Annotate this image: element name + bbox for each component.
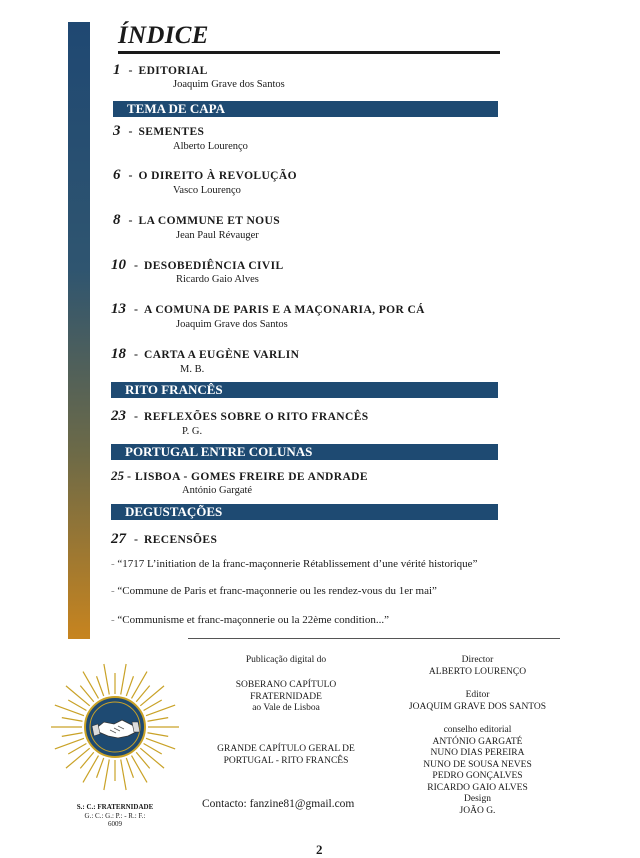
entry-page-number: 27 bbox=[111, 531, 126, 547]
section-band-tema-de-capa: TEMA DE CAPA bbox=[113, 101, 498, 117]
review-item: - “1717 L’initiation de la franc-maçonnerie Rétablissement d’une vérité historique” bbox=[111, 558, 478, 570]
seal-ray bbox=[147, 718, 168, 722]
seal-ray bbox=[147, 733, 168, 737]
toc-entry-desobediencia-civil[interactable]: 10 - DESOBEDIÊNCIA CIVIL bbox=[111, 257, 284, 273]
entry-page-number: 3 bbox=[113, 123, 121, 139]
masthead bbox=[395, 655, 560, 817]
entry-title: SEMENTES bbox=[138, 126, 205, 138]
seal-ray bbox=[140, 748, 164, 768]
editor-label: Editor bbox=[465, 690, 490, 700]
grand-chapter-line: GRANDE CAPÍTULO GERAL DE bbox=[217, 744, 355, 754]
sidebar-gradient-bar bbox=[68, 22, 90, 639]
entry-title: A COMUNA DE PARIS E A MAÇONARIA, POR CÁ bbox=[144, 304, 425, 316]
seal-caption bbox=[48, 803, 182, 829]
entry-title: REFLEXÕES SOBRE O RITO FRANCÊS bbox=[144, 411, 369, 423]
entry-author: Joaquim Grave dos Santos bbox=[176, 319, 288, 330]
grand-chapter-line: PORTUGAL - RITO FRANCÊS bbox=[223, 755, 349, 766]
entry-author: Joaquim Grave dos Santos bbox=[173, 79, 285, 90]
review-title: “Communisme et franc-maçonnerie ou la 22ème condition...” bbox=[117, 614, 389, 626]
seal-ray bbox=[68, 700, 86, 711]
director-label: Director bbox=[461, 655, 494, 665]
council-member: NUNO DE SOUSA NEVES bbox=[423, 759, 532, 770]
seal-ray bbox=[97, 758, 104, 778]
entry-page-number: 18 bbox=[111, 346, 126, 362]
toc-entry-lisboa-gomes-freire[interactable]: 25 - LISBOA - GOMES FREIRE DE ANDRADE bbox=[111, 468, 368, 483]
council-member: RICARDO GAIO ALVES bbox=[427, 782, 528, 793]
toc-entry-commune-et-nous[interactable]: 8 - LA COMMUNE ET NOUS bbox=[113, 212, 280, 228]
section-band-rito-frances: RITO FRANCÊS bbox=[111, 382, 498, 398]
entry-title: CARTA A EUGÈNE VARLIN bbox=[144, 349, 300, 361]
entry-author: M. B. bbox=[180, 364, 205, 375]
seal-emblem-icon bbox=[48, 660, 182, 794]
seal-line-2: G.: C.: G.: P.: - R.: F.: bbox=[84, 811, 146, 820]
review-item: - “Communisme et franc-maçonnerie ou la 22ème condition...” bbox=[111, 614, 389, 626]
entry-title: O DIREITO À REVOLUÇÃO bbox=[138, 170, 297, 182]
toc-entry-comuna-de-paris[interactable]: 13 - A COMUNA DE PARIS E A MAÇONARIA, POR CÁ bbox=[111, 301, 425, 317]
entry-title: DESOBEDIÊNCIA CIVIL bbox=[144, 260, 284, 272]
seal-ray bbox=[66, 686, 90, 706]
entry-author: Ricardo Gaio Alves bbox=[176, 274, 259, 285]
entry-author: Vasco Lourenço bbox=[173, 185, 241, 196]
seal-ray bbox=[104, 664, 109, 695]
entry-page-number: 1 bbox=[113, 62, 121, 78]
design-label: Design bbox=[464, 794, 491, 804]
seal-ray bbox=[132, 756, 148, 783]
seal-line-3: 6009 bbox=[108, 820, 122, 828]
entry-page-number: 10 bbox=[111, 257, 126, 273]
entry-title: EDITORIAL bbox=[138, 65, 208, 77]
seal-ray bbox=[126, 676, 133, 696]
grand-chapter-block bbox=[196, 744, 376, 767]
seal-ray bbox=[121, 664, 126, 695]
council-member: ANTÓNIO GARGATÉ bbox=[432, 736, 523, 747]
publisher-line: FRATERNIDADE bbox=[250, 691, 322, 702]
section-band-degustacoes: DEGUSTAÇÕES bbox=[111, 504, 498, 520]
toc-entry-sementes[interactable]: 3 - SEMENTES bbox=[113, 123, 205, 139]
entry-title: LA COMMUNE ET NOUS bbox=[138, 215, 280, 227]
council-member: NUNO DIAS PEREIRA bbox=[430, 748, 525, 758]
toc-entry-recensoes[interactable]: 27 - RECENSÕES bbox=[111, 531, 218, 547]
section-band-portugal-entre-colunas: PORTUGAL ENTRE COLUNAS bbox=[111, 444, 498, 460]
director-name: ALBERTO LOURENÇO bbox=[428, 666, 527, 677]
seal-ray bbox=[97, 676, 104, 696]
seal-ray bbox=[144, 700, 162, 711]
editor-name: JOAQUIM GRAVE DOS SANTOS bbox=[408, 701, 547, 712]
seal-ray bbox=[121, 759, 126, 790]
publisher-line: ao Vale de Lisboa bbox=[252, 703, 320, 713]
seal-ray bbox=[104, 759, 109, 790]
entry-author: Alberto Lourenço bbox=[173, 141, 248, 152]
page-number: 2 bbox=[316, 842, 323, 857]
publication-label: Publicação digital do bbox=[245, 655, 327, 665]
seal-logo bbox=[48, 660, 182, 794]
review-title: “1717 L’initiation de la franc-maçonnerie Rétablissement d’une vérité historique” bbox=[117, 558, 478, 570]
seal-ray bbox=[66, 748, 90, 768]
toc-entry-carta-varlin[interactable]: 18 - CARTA A EUGÈNE VARLIN bbox=[111, 346, 300, 362]
review-title: “Commune de Paris et franc-maçonnerie ou les rendez-vous du 1er mai” bbox=[117, 585, 437, 597]
entry-author: P. G. bbox=[182, 426, 203, 437]
title-underline bbox=[118, 51, 500, 54]
entry-author: Jean Paul Révauger bbox=[176, 230, 259, 241]
publisher-block bbox=[196, 680, 376, 715]
entry-author: António Gargaté bbox=[182, 485, 253, 496]
seal-ray bbox=[68, 744, 86, 755]
toc-entry-editorial[interactable]: 1 - EDITORIAL bbox=[113, 62, 208, 78]
entry-page-number: 23 bbox=[111, 408, 126, 424]
seal-ray bbox=[126, 758, 133, 778]
seal-ray bbox=[83, 756, 99, 783]
entry-page-number: 8 bbox=[113, 212, 121, 228]
seal-ray bbox=[62, 733, 83, 737]
footer-divider bbox=[188, 638, 560, 639]
page-title: ÍNDICE bbox=[118, 22, 209, 49]
toc-entry-reflexoes[interactable]: 23 - REFLEXÕES SOBRE O RITO FRANCÊS bbox=[111, 408, 369, 424]
seal-ray bbox=[144, 744, 162, 755]
council-label: conselho editorial bbox=[443, 725, 512, 735]
council-member: PEDRO GONÇALVES bbox=[432, 771, 523, 781]
seal-ray bbox=[62, 718, 83, 722]
designer-name: JOÃO G. bbox=[459, 805, 496, 816]
contact-email[interactable]: Contacto: fanzine81@gmail.com bbox=[202, 798, 355, 810]
seal-ray bbox=[132, 672, 148, 699]
publisher-line: SOBERANO CAPÍTULO bbox=[235, 680, 337, 690]
entry-title: LISBOA - GOMES FREIRE DE ANDRADE bbox=[135, 471, 368, 483]
review-item: - “Commune de Paris et franc-maçonnerie ou les rendez-vous du 1er mai” bbox=[111, 585, 437, 597]
seal-line-1: S.: C.: FRATERNIDADE bbox=[76, 803, 154, 811]
entry-title: RECENSÕES bbox=[144, 534, 218, 546]
entry-page-number: 25 bbox=[111, 468, 124, 483]
toc-entry-direito-revolucao[interactable]: 6 - O DIREITO À REVOLUÇÃO bbox=[113, 167, 297, 183]
seal-ray bbox=[140, 686, 164, 706]
seal-ray bbox=[83, 672, 99, 699]
entry-page-number: 6 bbox=[113, 167, 121, 183]
entry-page-number: 13 bbox=[111, 301, 126, 317]
